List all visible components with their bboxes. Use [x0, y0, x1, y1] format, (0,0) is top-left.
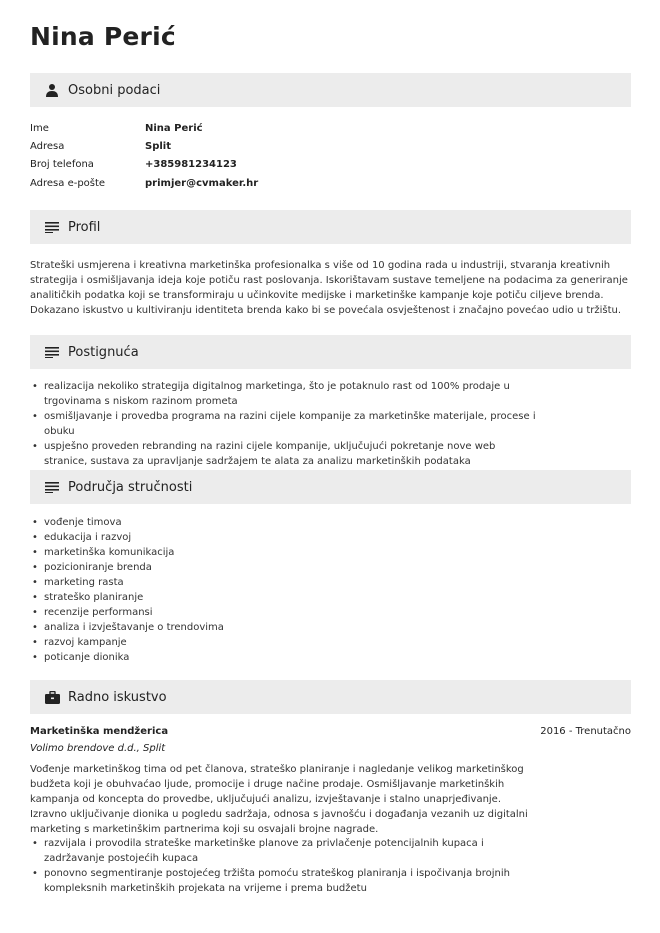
list-item: • edukacija i razvoj [30, 530, 430, 545]
list-item: • pozicioniranje brenda [30, 560, 430, 575]
name-label: Ime [30, 123, 49, 134]
name-value: Nina Perić [145, 123, 203, 134]
phone-label: Broj telefona [30, 159, 94, 170]
email-label: Adresa e-pošte [30, 178, 106, 189]
section-header-profile [30, 210, 631, 244]
section-header-experience [30, 680, 631, 714]
job-title: Marketinška mendžerica [30, 726, 169, 737]
section-title: Osobni podaci [68, 82, 161, 98]
list-item: • marketinška komunikacija [30, 545, 430, 560]
job-bullets [30, 836, 540, 896]
section-header-expertise [30, 470, 631, 504]
list-item: • razvoj kampanje [30, 635, 430, 650]
section-title: Područja stručnosti [68, 479, 193, 495]
text-lines-icon [44, 219, 60, 235]
list-item: • razvijala i provodila strateške marketinške planove za privlačenje potencijalnih kupaca i zadržavanje postojećih kupaca [30, 836, 540, 866]
job-description: Vođenje marketinškog tima od pet članova, strateško planiranje i nagledanje velikog marketinškog budžeta koji je obuhvaćao ljude, promocije i druge načine prodaje. Osmišljavanje marketinških kampanja od koncepta do provedbe, uključujući analizu, izvještavanje i stalno unaprjeđivanje. Izravno uključivanje dionika u pogledu sadržaja, odnosa s javnošću i događanja vezanih uz digitalni marketing s marketinškim partnerima koji su osvajali brojne nagrade. [30, 764, 528, 835]
section-header-achievements [30, 335, 631, 369]
profile-text: Strateški usmjerena i kreativna marketinška profesionalka s više od 10 godina rada u industriji, stvaranja kreativnih strategija i osmišljavanja ideja koje potiču rast poslovanja. Iskorištavam sustave temeljene na podacima za generiranje analitičkih podatka koji se transformiraju u učinkovite medijske i marketinške kampanje koje potiču ciljeve brenda. Dokazano iskustvo u kultiviranju identiteta brenda kako bi se povećala osvještenost i značajno povećao udio u tržištu. [30, 260, 628, 316]
phone-value: +385981234123 [145, 159, 237, 170]
job-date: 2016 - Trenutačno [540, 726, 631, 737]
job-company: Volimo brendove d.d., Split [30, 743, 166, 754]
email-value: primjer@cvmaker.hr [145, 178, 259, 189]
list-item: • osmišljavanje i provedba programa na razini cijele kompanije za marketinške materijale, procese i obuku [30, 409, 540, 439]
list-item: • marketing rasta [30, 575, 430, 590]
text-lines-icon [44, 344, 60, 360]
list-item: • ponovno segmentiranje postojećeg tržišta pomoću strateškog planiranja i ispočivanja brojnih kompleksnih marketinških projekata na vrijeme i prema budžetu [30, 866, 540, 896]
list-item: • poticanje dionika [30, 650, 430, 665]
list-item: • recenzije performansi [30, 605, 430, 620]
text-lines-icon [44, 479, 60, 495]
list-item: • analiza i izvještavanje o trendovima [30, 620, 430, 635]
list-item: • vođenje timova [30, 515, 430, 530]
expertise-list [30, 515, 430, 665]
achievements-list [30, 379, 540, 469]
person-icon [44, 82, 60, 98]
list-item: • realizacija nekoliko strategija digitalnog marketinga, što je potaknulo rast od 100% prodaje u trgovinama s niskom razinom prometa [30, 379, 540, 409]
address-value: Split [145, 141, 171, 152]
address-label: Adresa [30, 141, 65, 152]
candidate-name: Nina Perić [30, 22, 176, 51]
list-item: • strateško planiranje [30, 590, 430, 605]
section-title: Radno iskustvo [68, 689, 167, 705]
section-title: Profil [68, 219, 101, 235]
section-title: Postignuća [68, 344, 139, 360]
list-item: • uspješno proveden rebranding na razini cijele kompanije, uključujući pokretanje nove web stranice, sustava za upravljanje sadržajem te alata za analizu marketinških podataka [30, 439, 540, 469]
briefcase-icon [44, 689, 60, 705]
section-header-personal [30, 73, 631, 107]
